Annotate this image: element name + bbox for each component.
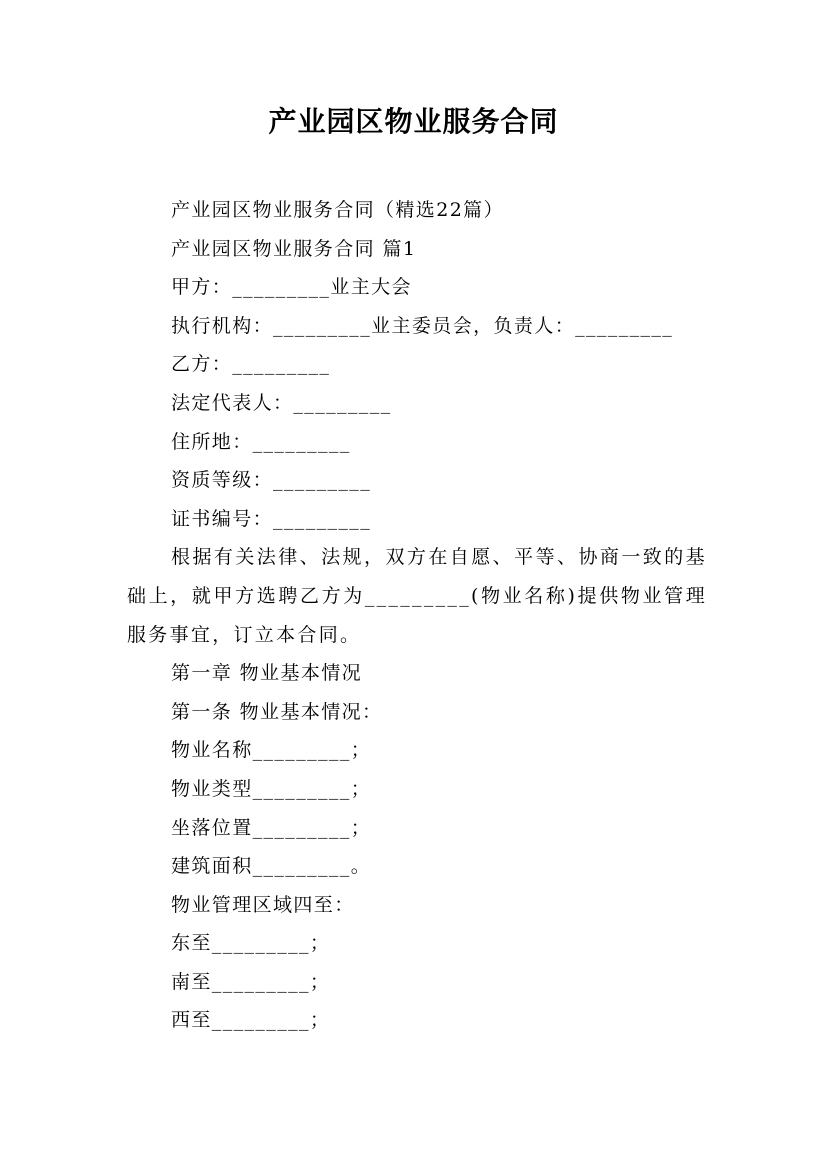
document-title: 产业园区物业服务合同 [268,105,559,138]
qualification-line: 资质等级：_________ [171,469,372,492]
address-line: 住所地：_________ [171,430,351,453]
east-boundary-line: 东至_________； [171,932,331,955]
article-heading: 第一条 物业基本情况： [171,700,383,723]
subtitle-line: 产业园区物业服务合同（精选22篇） [171,199,504,221]
party-a-line: 甲方：_________业主大会 [171,276,412,299]
floor-area-line: 建筑面积_________。 [171,855,372,878]
west-boundary-line: 西至_________； [171,1009,331,1032]
boundaries-heading: 物业管理区域四至： [171,893,355,916]
south-boundary-line: 南至_________； [171,970,331,993]
property-name-line: 物业名称_________； [171,739,372,762]
legal-representative-line: 法定代表人：_________ [171,391,392,414]
location-line: 坐落位置_________； [171,816,372,839]
preamble-paragraph: 根据有关法律、法规，双方在自愿、平等、协商一致的基础上，就甲方选聘乙方为_________(物业名称)提供物业管理服务事宜，订立本合同。 [127,546,707,646]
section-heading: 产业园区物业服务合同 篇1 [171,237,417,260]
document-body [127,191,707,1040]
chapter-heading: 第一章 物业基本情况 [171,662,363,685]
party-b-line: 乙方：_________ [171,353,331,376]
executive-body-line: 执行机构：_________业主委员会，负责人：_________ [171,314,674,337]
property-type-line: 物业类型_________； [171,777,372,800]
certificate-number-line: 证书编号：_________ [171,507,372,530]
